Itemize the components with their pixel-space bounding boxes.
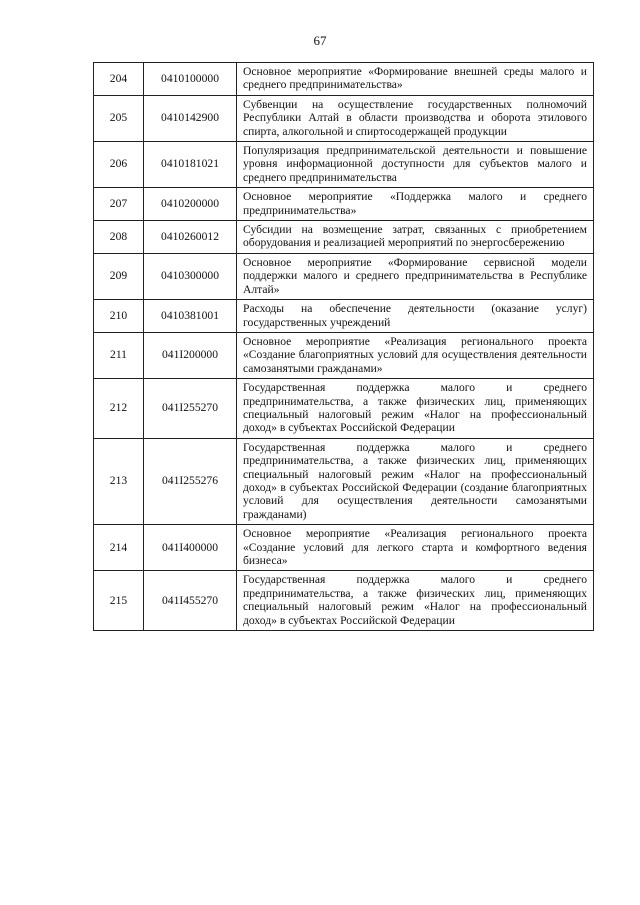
table-row bbox=[94, 438, 594, 524]
table-row bbox=[94, 63, 594, 96]
page-number: 67 bbox=[313, 33, 327, 48]
table-row bbox=[94, 525, 594, 571]
row-number: 207 bbox=[94, 188, 144, 221]
table-row bbox=[94, 221, 594, 254]
row-number: 214 bbox=[94, 525, 144, 571]
table-row bbox=[94, 253, 594, 299]
target-article-code: 0410100000 bbox=[144, 63, 237, 96]
expense-name: Популяризация предпринимательской деятельности и повышение уровня информационной доступности для субъектов малого и среднего предпринимательства bbox=[237, 142, 594, 188]
target-article-code: 0410200000 bbox=[144, 188, 237, 221]
table-row bbox=[94, 300, 594, 333]
row-number: 204 bbox=[94, 63, 144, 96]
row-number: 211 bbox=[94, 332, 144, 378]
row-number: 209 bbox=[94, 253, 144, 299]
table-row bbox=[94, 188, 594, 221]
row-number: 213 bbox=[94, 438, 144, 524]
row-number: 208 bbox=[94, 221, 144, 254]
target-article-code: 041I255270 bbox=[144, 379, 237, 439]
expense-name: Государственная поддержка малого и среднего предпринимательства, а также физических лиц, применяющих специальный налоговый режим «Налог на профессиональный доход» в субъектах Российской Федерации (создание благоприятных условий для осуществления деятельности самозанятыми гражданами) bbox=[237, 438, 594, 524]
expense-name: Расходы на обеспечение деятельности (оказание услуг) государственных учреждений bbox=[237, 300, 594, 333]
row-number: 205 bbox=[94, 95, 144, 141]
target-article-code: 041I255276 bbox=[144, 438, 237, 524]
target-article-code: 041I455270 bbox=[144, 571, 237, 631]
table-body bbox=[94, 63, 594, 631]
table-row bbox=[94, 379, 594, 439]
target-article-code: 041I200000 bbox=[144, 332, 237, 378]
expense-name: Государственная поддержка малого и среднего предпринимательства, а также физических лиц, применяющих специальный налоговый режим «Налог на профессиональный доход» в субъектах Российской Федерации bbox=[237, 571, 594, 631]
target-article-code: 0410381001 bbox=[144, 300, 237, 333]
row-number: 212 bbox=[94, 379, 144, 439]
expense-name: Основное мероприятие «Формирование сервисной модели поддержки малого и среднего предпринимательства в Республике Алтай» bbox=[237, 253, 594, 299]
expense-name: Основное мероприятие «Реализация регионального проекта «Создание благоприятных условий для осуществления деятельности самозанятыми гражданами» bbox=[237, 332, 594, 378]
table-row bbox=[94, 332, 594, 378]
expense-name: Государственная поддержка малого и среднего предпринимательства, а также физических лиц, применяющих специальный налоговый режим «Налог на профессиональный доход» в субъектах Российской Федерации bbox=[237, 379, 594, 439]
table-row bbox=[94, 142, 594, 188]
target-article-code: 0410181021 bbox=[144, 142, 237, 188]
target-article-code: 041I400000 bbox=[144, 525, 237, 571]
target-article-code: 0410260012 bbox=[144, 221, 237, 254]
table-row bbox=[94, 95, 594, 141]
budget-classification-table bbox=[93, 62, 594, 631]
row-number: 215 bbox=[94, 571, 144, 631]
table-row bbox=[94, 571, 594, 631]
target-article-code: 0410300000 bbox=[144, 253, 237, 299]
expense-name: Субвенции на осуществление государственных полномочий Республики Алтай в области производства и оборота этилового спирта, алкогольной и спиртосодержащей продукции bbox=[237, 95, 594, 141]
target-article-code: 0410142900 bbox=[144, 95, 237, 141]
expense-name: Основное мероприятие «Формирование внешней среды малого и среднего предпринимательства» bbox=[237, 63, 594, 96]
expense-name: Основное мероприятие «Реализация регионального проекта «Создание условий для легкого старта и комфортного ведения бизнеса» bbox=[237, 525, 594, 571]
expense-name: Субсидии на возмещение затрат, связанных с приобретением оборудования и реализацией мероприятий по энергосбережению bbox=[237, 221, 594, 254]
expense-name: Основное мероприятие «Поддержка малого и среднего предпринимательства» bbox=[237, 188, 594, 221]
row-number: 210 bbox=[94, 300, 144, 333]
row-number: 206 bbox=[94, 142, 144, 188]
